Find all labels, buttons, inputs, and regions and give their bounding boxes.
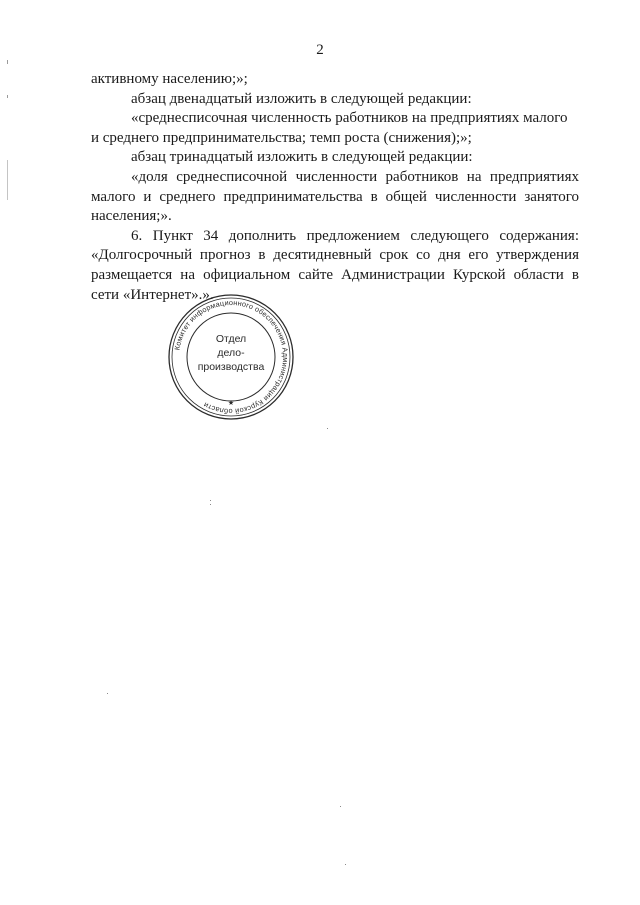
scan-artifact [340,806,341,807]
text-line-12: сети «Интернет».». [91,286,214,303]
text-line-10: «Долгосрочный прогноз в десятидневный срок со дня его утверждения [91,247,579,264]
scan-artifact [345,864,346,865]
text-line-2: абзац двенадцатый изложить в следующей редакции: [131,90,472,107]
text-line-7: малого и среднего предпринимательства в общей численности занятого [91,188,579,205]
scan-artifact [327,428,328,429]
scan-artifact [7,160,8,200]
text-line-4: и среднего предпринимательства; темп роста (снижения);»; [91,129,472,146]
stamp-ring-text: Комитет информационного обеспечения Администрации Курской области [172,297,291,417]
stamp-seal [166,292,296,422]
page-number: 2 [316,42,324,58]
office-stamp [166,292,296,422]
text-line-8: населения;». [91,208,172,225]
text-line-6: «доля среднесписочной численности работников на предприятиях [131,168,579,185]
stamp-center-line-3: производства [197,361,265,373]
text-line-5: абзац тринадцатый изложить в следующей редакции: [131,149,473,166]
text-line-11: размещается на официальном сайте Администрации Курской области в [91,266,579,283]
scan-artifact [210,500,211,501]
stamp-center-line-1: Отдел [215,333,247,345]
star-icon: ★ [227,400,235,407]
text-line-9: 6. Пункт 34 дополнить предложением следующего содержания: [131,227,579,244]
text-line-3: «среднесписочная численность работников на предприятиях малого [131,110,568,127]
scan-artifact [210,504,211,505]
scan-artifact [7,60,8,64]
text-line-1: активному населению;»; [91,71,248,87]
document-body [91,70,579,305]
stamp-center-line-2: дело- [217,347,245,359]
scan-artifact [7,95,8,98]
scan-artifact [107,693,108,694]
